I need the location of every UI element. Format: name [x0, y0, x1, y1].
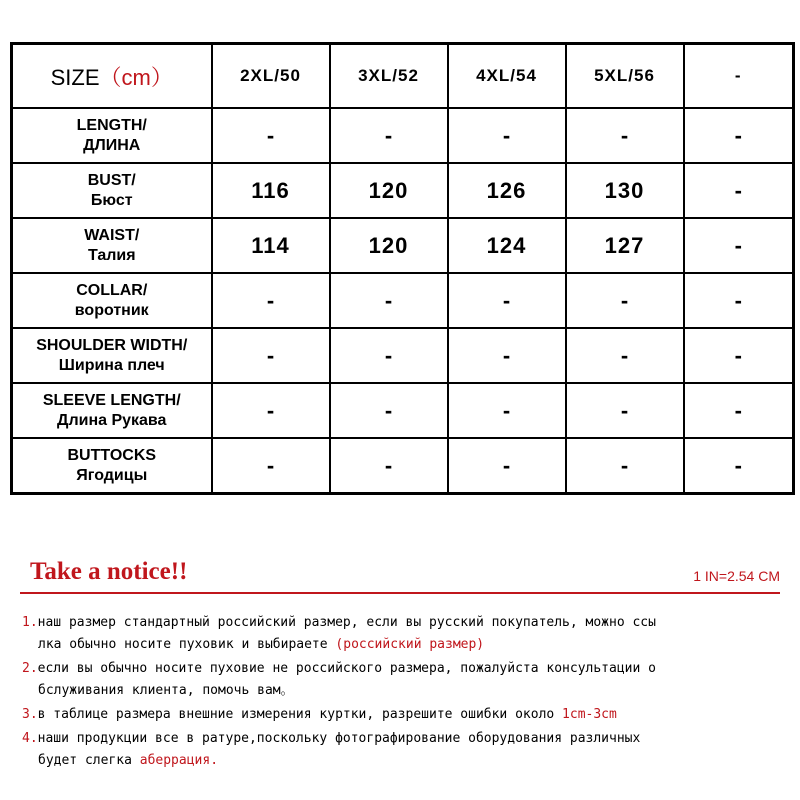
table-cell: 120 — [330, 218, 448, 273]
size-unit: （cm） — [99, 64, 173, 90]
table-row — [12, 108, 794, 163]
table-row — [12, 163, 794, 218]
note-number: 2. — [22, 661, 38, 676]
row-label-cell — [12, 383, 212, 438]
row-label-cell — [12, 108, 212, 163]
table-cell: - — [566, 108, 684, 163]
table-cell: - — [330, 383, 448, 438]
table-cell: - — [212, 273, 330, 328]
table-row — [12, 383, 794, 438]
row-label-en: SLEEVE LENGTH/ — [42, 391, 181, 409]
table-cell: - — [684, 273, 794, 328]
table-cell: - — [566, 273, 684, 328]
table-cell: 124 — [448, 218, 566, 273]
table-cell: - — [330, 273, 448, 328]
table-cell: - — [212, 328, 330, 383]
note-item — [22, 658, 782, 702]
row-label-ru: Ширина плеч — [58, 356, 165, 374]
table-cell: 130 — [566, 163, 684, 218]
row-label-ru: ДЛИНА — [83, 136, 141, 154]
note-number: 4. — [22, 731, 38, 746]
table-cell: - — [212, 383, 330, 438]
table-row — [12, 328, 794, 383]
note-text: будет слегка — [38, 753, 140, 768]
row-label-ru: Талия — [87, 246, 136, 264]
table-cell: 114 — [212, 218, 330, 273]
table-cell: - — [448, 108, 566, 163]
note-text: наш размер стандартный российский размер, если вы русский покупатель, можно ссы — [37, 615, 656, 630]
table-cell: - — [448, 438, 566, 494]
unit-conversion-note: 1 IN=2.54 CM — [693, 568, 780, 584]
row-label-ru: Бюст — [90, 191, 133, 209]
row-label-cell — [12, 273, 212, 328]
note-highlight: 1cm-3cm — [562, 707, 617, 722]
row-label-cell — [12, 218, 212, 273]
row-label-en: BUTTOCKS — [67, 446, 157, 464]
note-item — [22, 612, 782, 656]
table-cell: 126 — [448, 163, 566, 218]
column-header: - — [684, 44, 794, 109]
table-row — [12, 438, 794, 494]
size-header-cell — [12, 44, 212, 109]
table-body — [12, 108, 794, 494]
notice-divider — [20, 592, 780, 594]
row-label-cell — [12, 328, 212, 383]
table-cell: - — [684, 163, 794, 218]
note-text: лка обычно носите пуховик и выбираете — [38, 637, 336, 652]
column-header: 5XL/56 — [566, 44, 684, 109]
table-cell: - — [448, 328, 566, 383]
table-cell: - — [330, 328, 448, 383]
table-cell: - — [330, 108, 448, 163]
note-text: наши продукции все в ратуре,поскольку фотографирование оборудования различных — [37, 731, 641, 746]
row-label-ru: воротник — [74, 301, 149, 319]
table-cell: - — [212, 438, 330, 494]
row-label-ru: Ягодицы — [76, 466, 148, 484]
notes-list — [22, 612, 782, 774]
note-item — [22, 728, 782, 772]
row-label-en: SHOULDER WIDTH/ — [36, 336, 188, 354]
row-label-cell — [12, 163, 212, 218]
table-cell: - — [566, 383, 684, 438]
row-label-cell — [12, 438, 212, 494]
note-text: в таблице размера внешние измерения куртки, разрешите ошибки около — [37, 707, 563, 722]
table-header-row — [12, 44, 794, 109]
table-cell: 127 — [566, 218, 684, 273]
row-label-ru: Длина Рукава — [57, 411, 167, 429]
table-cell: - — [330, 438, 448, 494]
note-number: 1. — [22, 615, 38, 630]
size-label: SIZE — [50, 64, 100, 90]
column-header: 2XL/50 — [212, 44, 330, 109]
row-label-en: COLLAR/ — [76, 281, 148, 299]
column-header: 4XL/54 — [448, 44, 566, 109]
notice-title: Take a notice!! — [30, 558, 188, 585]
row-label-en: LENGTH/ — [76, 116, 147, 134]
note-text: бслуживания клиента, помочь вам。 — [38, 683, 294, 698]
table-cell: - — [448, 273, 566, 328]
table-cell: - — [684, 108, 794, 163]
note-text: если вы обычно носите пуховие не российского размера, пожалуйста консультации о — [37, 661, 656, 676]
table-cell: - — [684, 218, 794, 273]
note-highlight: аберрация. — [139, 753, 219, 768]
table-cell: - — [212, 108, 330, 163]
row-label-en: WAIST/ — [84, 226, 140, 244]
size-chart-table — [10, 42, 795, 495]
table-cell: - — [448, 383, 566, 438]
note-highlight: (российский размер) — [335, 637, 485, 652]
table-row — [12, 218, 794, 273]
table-cell: - — [566, 328, 684, 383]
table-cell: 120 — [330, 163, 448, 218]
column-header: 3XL/52 — [330, 44, 448, 109]
note-item — [22, 704, 782, 726]
table-cell: - — [684, 328, 794, 383]
table-cell: 116 — [212, 163, 330, 218]
row-label-en: BUST/ — [87, 171, 136, 189]
note-number: 3. — [22, 707, 38, 722]
table-row — [12, 273, 794, 328]
table-cell: - — [566, 438, 684, 494]
table-cell: - — [684, 438, 794, 494]
table-cell: - — [684, 383, 794, 438]
